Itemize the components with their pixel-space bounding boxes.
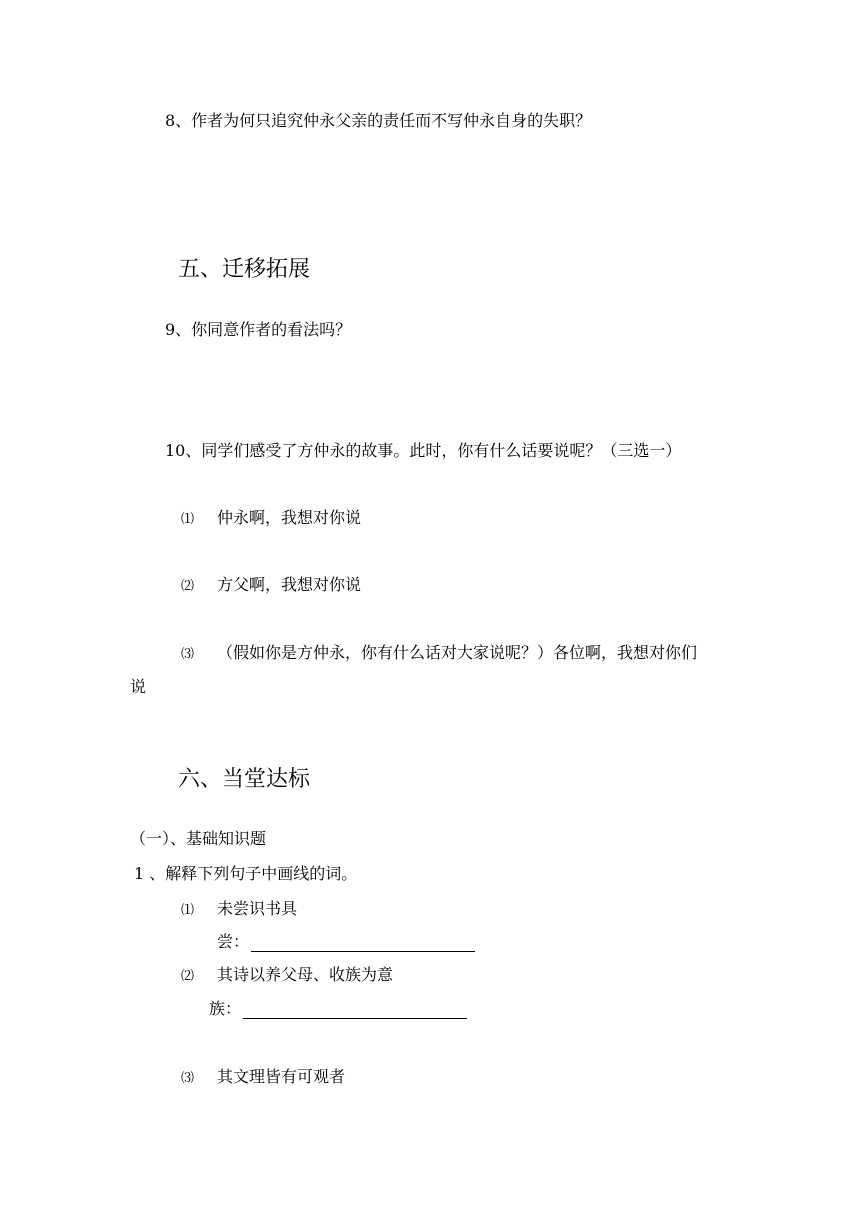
- question-10: 10、同学们感受了方仲永的故事。此时，你有什么话要说呢？（三选一）: [165, 441, 682, 460]
- subsection-title: （一）、基础知识题: [130, 829, 267, 848]
- option-3-continuation: 说: [130, 677, 147, 696]
- option-number: ⑵: [181, 579, 195, 594]
- exercise-1-prompt: 1 、解释下列句子中画线的词。: [134, 864, 358, 883]
- option-1: [181, 508, 361, 530]
- question-9: 9、你同意作者的看法吗？: [165, 320, 352, 339]
- option-text: 仲永啊，我想对你说: [217, 508, 362, 527]
- option-number: ⑶: [181, 647, 195, 662]
- answer-line-1: [217, 932, 475, 952]
- section-heading-6: 六、当堂达标: [178, 767, 311, 792]
- item-text: 未尝识书具: [217, 899, 298, 918]
- answer-label: 尝：: [217, 932, 250, 951]
- exercise-item-2: [181, 965, 393, 987]
- section-heading-5: 五、迁移拓展: [178, 257, 311, 282]
- answer-line-2: [209, 999, 467, 1019]
- option-3: [181, 643, 697, 665]
- answer-blank[interactable]: [251, 937, 475, 952]
- answer-label: 族：: [209, 999, 242, 1018]
- question-8: 8、作者为何只追究仲永父亲的责任而不写仲永自身的失职？: [165, 111, 592, 130]
- item-text: 其文理皆有可观者: [217, 1067, 346, 1086]
- item-text: 其诗以养父母、收族为意: [217, 965, 394, 984]
- answer-blank[interactable]: [243, 1004, 467, 1019]
- exercise-item-1: [181, 899, 297, 921]
- option-2: [181, 575, 361, 597]
- option-text: 方父啊，我想对你说: [217, 575, 362, 594]
- option-number: ⑴: [181, 512, 195, 527]
- exercise-item-3: [181, 1067, 345, 1089]
- item-number: ⑴: [181, 903, 195, 918]
- item-number: ⑵: [181, 969, 195, 984]
- item-number: ⑶: [181, 1071, 195, 1086]
- option-text: （假如你是方仲永，你有什么话对大家说呢？）各位啊，我想对你们: [217, 643, 698, 662]
